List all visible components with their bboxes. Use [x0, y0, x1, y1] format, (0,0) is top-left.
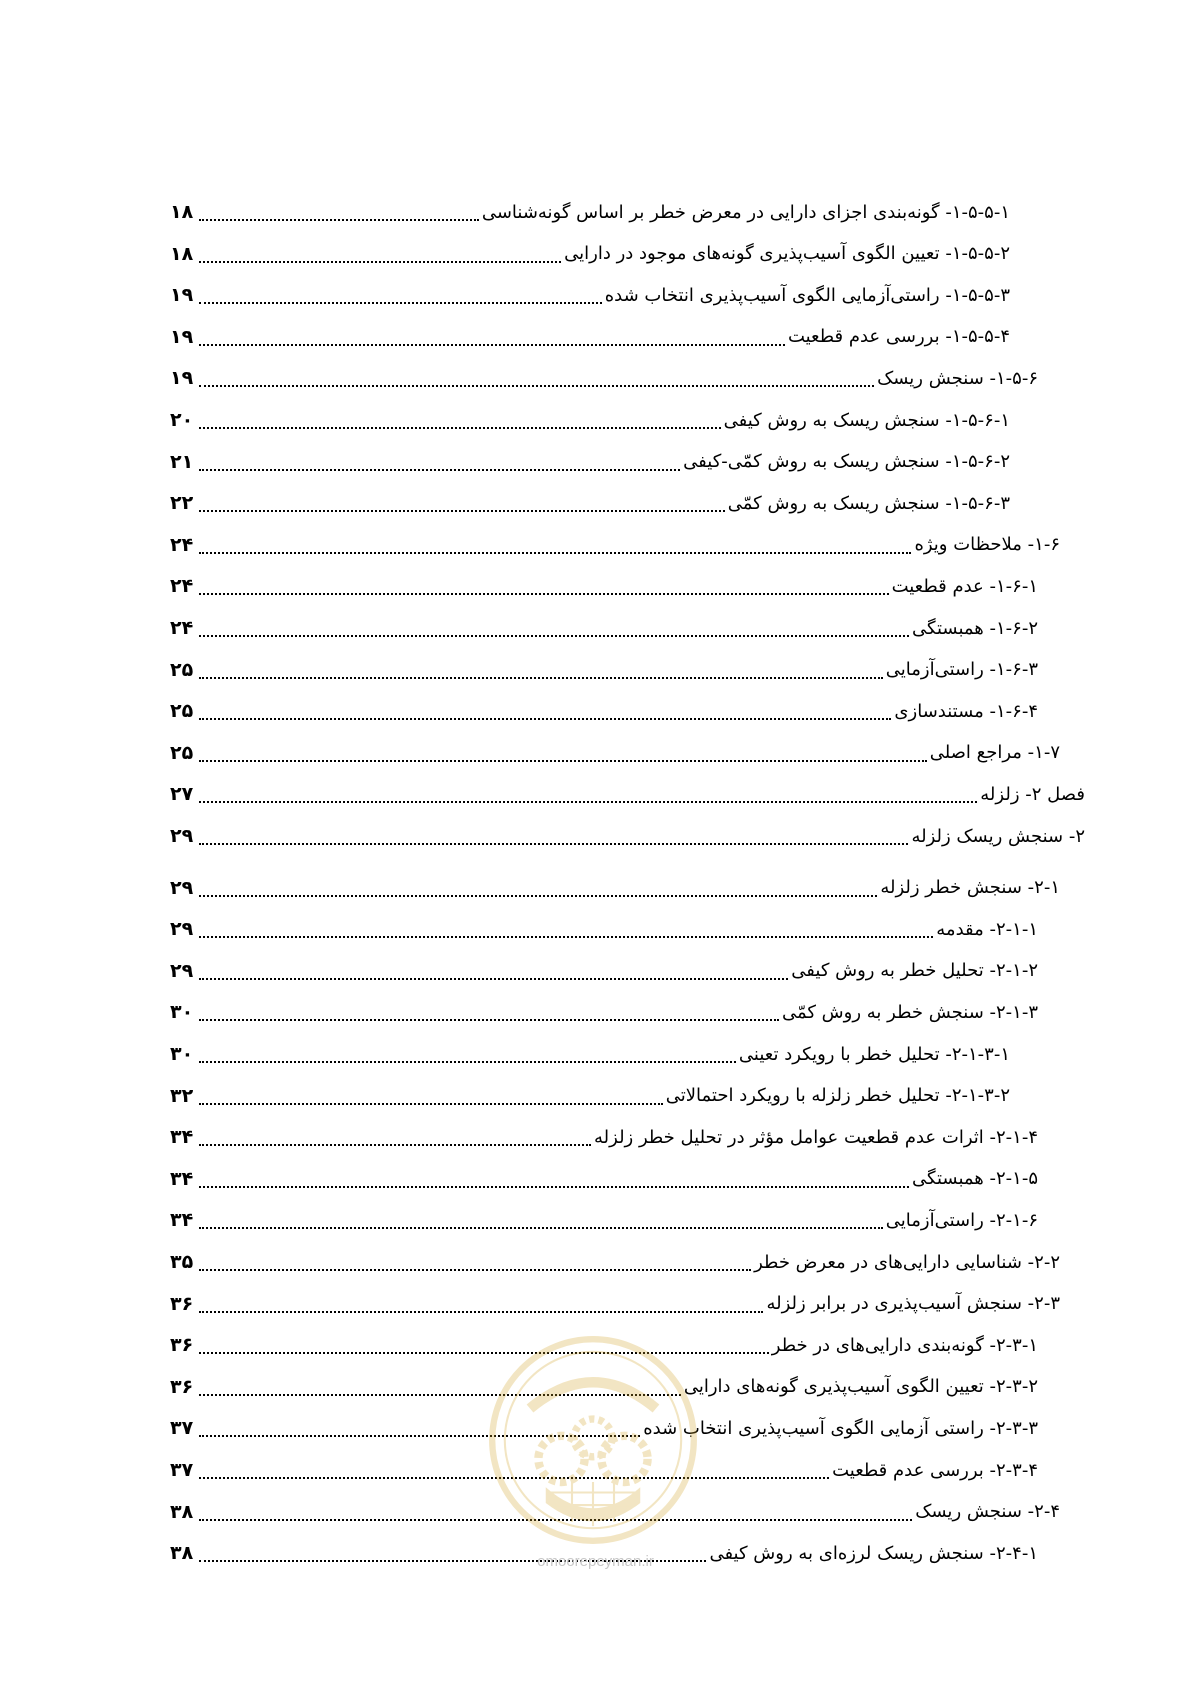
toc-dot-leader — [199, 677, 883, 679]
toc-entry-page: ۳۶ — [170, 1292, 194, 1315]
toc-entry[interactable] — [170, 1242, 1060, 1282]
toc-entry-page: ۳۵ — [170, 1251, 194, 1273]
toc-entry[interactable] — [170, 1408, 1038, 1448]
toc-dot-leader — [199, 1103, 663, 1105]
toc-entry-page: ۲۹ — [170, 825, 194, 847]
toc-entry-page: ۱۹ — [170, 325, 194, 348]
toc-entry-title: ۱-۶-۲- همبستگی — [912, 617, 1038, 639]
toc-entry-title: ۲-۱-۳-۱- تحلیل خطر با رویکرد تعینی — [738, 1043, 1010, 1065]
toc-entry-title: ۱-۵-۶- سنجش ریسک — [877, 367, 1038, 389]
watermark-site: omoorepeyman.ir — [537, 1553, 654, 1570]
toc-entry-page: ۱۹ — [170, 284, 194, 307]
toc-entry[interactable] — [170, 816, 1085, 856]
toc-dot-leader — [199, 219, 479, 221]
toc-entry[interactable] — [170, 442, 1010, 482]
toc-dot-leader — [199, 1394, 681, 1396]
toc-entry-page: ۳۶ — [170, 1375, 194, 1398]
toc-entry[interactable] — [170, 400, 1010, 440]
toc-entry-page: ۲۹ — [170, 876, 194, 899]
toc-entry-title: ۲-۱-۲- تحلیل خطر به روش کیفی — [791, 960, 1038, 982]
toc-entry-page: ۳۸ — [170, 1542, 194, 1565]
toc-entry-page: ۳۴ — [170, 1209, 194, 1232]
toc-entry[interactable] — [170, 1076, 1010, 1116]
toc-entry-page: ۳۰ — [170, 1001, 194, 1024]
toc-entry-title: ۲-۱-۱- مقدمه — [936, 918, 1038, 940]
toc-entry-page: ۱۸ — [170, 242, 194, 265]
toc-dot-leader — [199, 1352, 769, 1354]
toc-dot-leader — [199, 552, 911, 554]
toc-entry-title: ۱-۶-۴- مستندسازی — [894, 700, 1038, 722]
toc-entry-title: ۲-۱-۳- سنجش خطر به روش کمّی — [781, 1001, 1038, 1023]
toc-entry-title: فصل ۲- زلزله — [980, 783, 1085, 805]
toc-dot-leader — [199, 427, 721, 429]
toc-entry-title: ۲-۱- سنجش خطر زلزله — [880, 877, 1060, 899]
toc-entry-page: ۱۸ — [170, 201, 194, 223]
toc-entry-page: ۳۲ — [170, 1084, 194, 1107]
toc-entry-title: ۱-۵-۵-۲- تعیین الگوی آسیب‌پذیری گونه‌های موجود در دارایی — [564, 243, 1010, 265]
toc-entry[interactable] — [170, 608, 1038, 648]
toc-entry-title: ۱-۵-۵-۱- گونه‌بندی اجزای دارایی در معرض خطر بر اساس گونه‌شناسی — [481, 201, 1010, 223]
toc-dot-leader — [199, 1227, 883, 1229]
toc-dot-leader — [199, 1269, 751, 1271]
toc-entry-page: ۳۷ — [170, 1417, 194, 1440]
toc-entry[interactable] — [170, 566, 1038, 606]
toc-dot-leader — [199, 936, 933, 938]
toc-entry-page: ۲۹ — [170, 959, 194, 982]
toc-dot-leader — [199, 344, 785, 346]
toc-entry-page: ۲۵ — [170, 741, 194, 764]
toc-dot-leader — [199, 895, 877, 897]
toc-entry-page: ۳۴ — [170, 1126, 194, 1149]
toc-entry-page: ۲۷ — [170, 783, 194, 806]
toc-entry[interactable] — [170, 483, 1010, 523]
toc-entry[interactable] — [170, 733, 1060, 773]
toc-entry-title: ۱-۷- مراجع اصلی — [929, 742, 1060, 764]
toc-entry-page: ۲۱ — [170, 450, 194, 473]
toc-dot-leader — [199, 1144, 591, 1146]
toc-entry[interactable] — [170, 525, 1060, 565]
toc-dot-leader — [199, 385, 874, 387]
toc-dot-leader — [199, 261, 561, 263]
toc-entry-page: ۳۴ — [170, 1167, 194, 1190]
toc-entry-title: ۲-۴- سنجش ریسک — [915, 1501, 1060, 1523]
toc-entry-title: ۲-۳- سنجش آسیب‌پذیری در برابر زلزله — [766, 1293, 1060, 1315]
toc-entry[interactable] — [170, 1034, 1010, 1074]
toc-entry[interactable] — [170, 1533, 1038, 1573]
toc-entry-page: ۲۴ — [170, 575, 194, 598]
toc-dot-leader — [199, 843, 908, 845]
toc-entry[interactable] — [170, 317, 1010, 357]
toc-dot-leader — [199, 469, 680, 471]
toc-entry-page: ۱۹ — [170, 367, 194, 390]
toc-entry-page: ۲۲ — [170, 492, 194, 515]
toc-entry[interactable] — [170, 275, 1010, 315]
toc-entry[interactable] — [170, 1492, 1060, 1532]
toc-entry[interactable] — [170, 1450, 1038, 1490]
toc-entry[interactable] — [170, 1284, 1060, 1324]
toc-entry[interactable] — [170, 774, 1085, 814]
toc-entry-title: ۲-۱-۵- همبستگی — [912, 1168, 1038, 1190]
toc-entry[interactable] — [170, 868, 1060, 908]
toc-dot-leader — [199, 510, 725, 512]
toc-entry-title: ۱-۵-۶-۳- سنجش ریسک به روش کمّی — [727, 492, 1010, 514]
toc-dot-leader — [199, 801, 977, 803]
toc-entry-title: ۲-۴-۱- سنجش ریسک لرزه‌ای به روش کیفی — [709, 1542, 1038, 1564]
toc-dot-leader — [199, 1019, 779, 1021]
toc-entry-title: ۱-۶-۳- راستی‌آزمایی — [885, 659, 1038, 681]
toc-dot-leader — [199, 718, 891, 720]
toc-entry-title: ۲-۱-۳-۲- تحلیل خطر زلزله با رویکرد احتمالاتی — [665, 1085, 1010, 1107]
toc-dot-leader — [199, 1186, 909, 1188]
toc-entry[interactable] — [170, 1159, 1038, 1199]
toc-dot-leader — [199, 1560, 706, 1562]
toc-dot-leader — [199, 593, 889, 595]
toc-entry-title: ۲-۳-۱- گونه‌بندی دارایی‌های در خطر — [771, 1334, 1038, 1356]
toc-entry-title: ۲-۲- شناسایی دارایی‌های در معرض خطر — [754, 1251, 1060, 1273]
toc-dot-leader — [199, 1519, 912, 1521]
toc-entry[interactable] — [170, 951, 1038, 991]
toc-entry-title: ۲-۳-۲- تعیین الگوی آسیب‌پذیری گونه‌های دارایی — [683, 1376, 1038, 1398]
toc-entry-page: ۳۶ — [170, 1334, 194, 1357]
toc-dot-leader — [199, 302, 602, 304]
toc-entry[interactable] — [170, 992, 1038, 1032]
toc-dot-leader — [199, 1477, 829, 1479]
toc-entry-title: ۱-۵-۶-۲- سنجش ریسک به روش کمّی-کیفی — [683, 451, 1010, 473]
toc-entry-page: ۲۴ — [170, 533, 194, 556]
toc-entry[interactable] — [170, 234, 1010, 274]
toc-dot-leader — [199, 1435, 640, 1437]
toc-entry-title: ۲- سنجش ریسک زلزله — [911, 825, 1085, 847]
toc-entry[interactable] — [170, 1367, 1038, 1407]
toc-entry-page: ۲۵ — [170, 658, 194, 681]
toc-entry-title: ۱-۵-۵-۴- بررسی عدم قطعیت — [787, 326, 1010, 348]
toc-dot-leader — [199, 978, 788, 980]
toc-entry[interactable] — [170, 192, 1010, 232]
toc-entry-page: ۲۹ — [170, 918, 194, 941]
toc-entry[interactable] — [170, 650, 1038, 690]
toc-entry[interactable] — [170, 1325, 1038, 1365]
toc-entry-page: ۲۰ — [170, 409, 194, 431]
toc-dot-leader — [199, 1311, 763, 1313]
toc-entry[interactable] — [170, 909, 1038, 949]
toc-entry-title: ۲-۳-۳- راستی آزمایی الگوی آسیب‌پذیری انتخاب شده — [643, 1417, 1038, 1439]
toc-entry[interactable] — [170, 1117, 1038, 1157]
toc-entry-title: ۱-۵-۵-۳- راستی‌آزمایی الگوی آسیب‌پذیری انتخاب شده — [604, 284, 1010, 306]
toc-entry-page: ۳۸ — [170, 1500, 194, 1523]
toc-entry-page: ۲۴ — [170, 617, 194, 639]
toc-entry-title: ۱-۶-۱- عدم قطعیت — [891, 575, 1038, 597]
toc-entry-title: ۲-۱-۴- اثرات عدم قطعیت عوامل مؤثر در تحلیل خطر زلزله — [594, 1126, 1038, 1148]
toc-entry-title: ۲-۱-۶- راستی‌آزمایی — [885, 1209, 1038, 1231]
toc-entry-page: ۳۰ — [170, 1043, 194, 1065]
toc-entry-title: ۲-۳-۴- بررسی عدم قطعیت — [832, 1459, 1038, 1481]
toc-entry-page: ۲۵ — [170, 700, 194, 723]
toc-entry[interactable] — [170, 691, 1038, 731]
toc-entry-title: ۱-۵-۶-۱- سنجش ریسک به روش کیفی — [723, 409, 1010, 431]
toc-dot-leader — [199, 1061, 736, 1063]
toc-entry[interactable] — [170, 358, 1038, 398]
toc-entry[interactable] — [170, 1200, 1038, 1240]
toc-dot-leader — [199, 760, 927, 762]
toc-entry-title: ۱-۶- ملاحظات ویژه — [914, 534, 1060, 556]
toc-entry-page: ۳۷ — [170, 1459, 194, 1481]
toc-dot-leader — [199, 635, 909, 637]
